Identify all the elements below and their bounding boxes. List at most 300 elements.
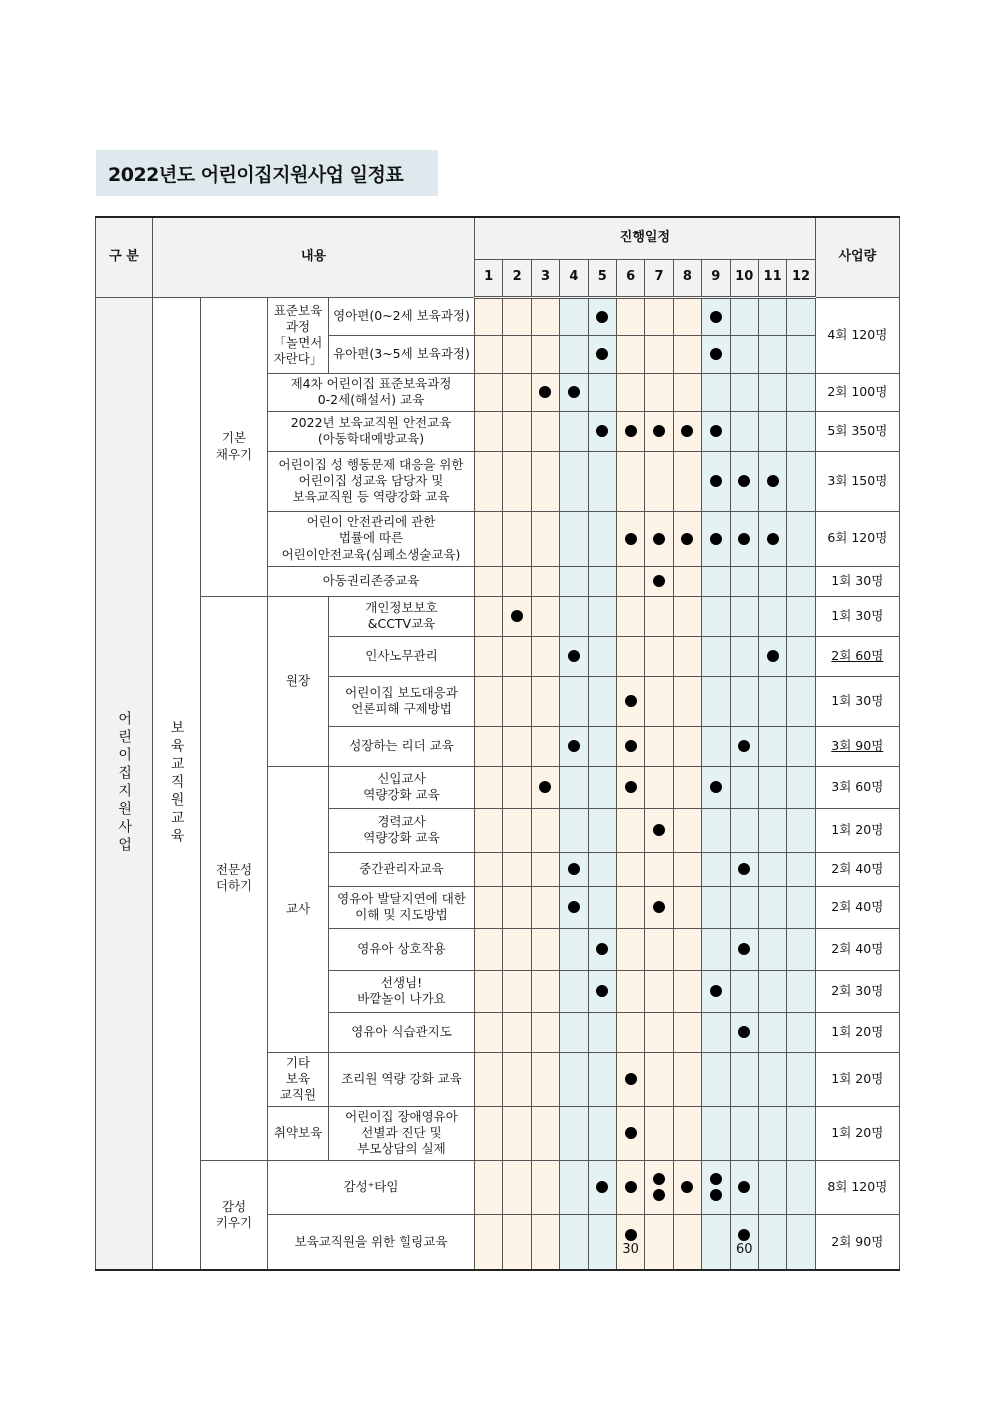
month-cell [645, 451, 673, 511]
quantity-cell [815, 297, 899, 373]
schedule-dot-icon [738, 740, 750, 752]
quantity-cell-text: 3회 150명 [827, 472, 888, 488]
month-cell [730, 636, 758, 676]
item-content [329, 676, 475, 726]
month-cell [560, 766, 588, 808]
month-cell [645, 970, 673, 1012]
schedule-dot-icon [653, 533, 665, 545]
month-cell [673, 511, 701, 566]
month-cell [588, 928, 616, 970]
quantity-cell [815, 566, 899, 596]
month-cell [616, 636, 644, 676]
schedule-dot-icon [681, 533, 693, 545]
month-cell [616, 1052, 644, 1106]
month-cell [616, 373, 644, 411]
month-cell [616, 1214, 644, 1270]
item-content-text: 감성⁺타임 [343, 1178, 399, 1194]
item-content [268, 1160, 475, 1214]
month-cell [588, 1214, 616, 1270]
month-cell [560, 1214, 588, 1270]
month-cell [673, 808, 701, 852]
month-cell [673, 451, 701, 511]
month-cell [730, 373, 758, 411]
schedule-dot-icon [568, 740, 580, 752]
month-cell [787, 852, 816, 886]
month-cell [758, 808, 786, 852]
schedule-dot-icon [710, 348, 722, 360]
month-cell [787, 886, 816, 928]
month-cell [645, 886, 673, 928]
month-cell [730, 566, 758, 596]
schedule-dot-icon [625, 1073, 637, 1085]
month-cell [588, 566, 616, 596]
month-cell [730, 297, 758, 335]
schedule-dot-icon [625, 1127, 637, 1139]
schedule-dot-icon [568, 650, 580, 662]
quantity-cell [815, 1106, 899, 1160]
month-cell [673, 1052, 701, 1106]
month-cell [787, 676, 816, 726]
month-cell [758, 411, 786, 451]
schedule-dot-icon [596, 943, 608, 955]
month-cell [588, 373, 616, 411]
month-cell [702, 297, 730, 335]
month-cell [730, 1052, 758, 1106]
month-cell [787, 511, 816, 566]
subgroup-other-staff-text: 기타 보육 교직원 [279, 1054, 317, 1103]
item-content [329, 1012, 475, 1052]
table-row [96, 596, 900, 636]
schedule-dot-icon [738, 533, 750, 545]
month-cell [645, 928, 673, 970]
month-header: 2 [503, 259, 531, 297]
month-cell [616, 411, 644, 451]
subgroup-director-text: 원장 [285, 672, 311, 688]
month-cell [702, 808, 730, 852]
month-cell [730, 676, 758, 726]
month-cell [560, 676, 588, 726]
month-cell [758, 596, 786, 636]
month-cell [475, 411, 503, 451]
month-cell [702, 886, 730, 928]
schedule-dot-icon [710, 1189, 722, 1201]
month-cell [673, 970, 701, 1012]
month-header: 7 [645, 259, 673, 297]
quantity-cell [815, 1052, 899, 1106]
month-cell [616, 726, 644, 766]
month-cell [787, 808, 816, 852]
month-cell [475, 1160, 503, 1214]
month-cell [503, 886, 531, 928]
month-cell [560, 297, 588, 335]
month-cell [560, 373, 588, 411]
month-cell [588, 1160, 616, 1214]
month-cell [475, 566, 503, 596]
item-content [329, 726, 475, 766]
month-cell [645, 596, 673, 636]
month-cell [588, 726, 616, 766]
month-cell [758, 1160, 786, 1214]
month-cell [588, 852, 616, 886]
month-header: 9 [702, 259, 730, 297]
month-cell [730, 596, 758, 636]
item-content [329, 1106, 475, 1160]
quantity-cell-text: 1회 30명 [831, 572, 884, 588]
month-cell [616, 511, 644, 566]
subgroup-teacher-text: 교사 [285, 900, 311, 916]
item-content-text: 중간관리자교육 [359, 860, 444, 876]
item-content [329, 596, 475, 636]
month-cell [702, 676, 730, 726]
month-cell [560, 566, 588, 596]
month-cell [702, 1214, 730, 1270]
month-cell [503, 1214, 531, 1270]
month-cell [616, 297, 644, 335]
month-cell [702, 451, 730, 511]
quantity-cell-text: 2회 40명 [831, 898, 884, 914]
month-cell [560, 1106, 588, 1160]
item-content-text: 어린이집 장애영유아 선별과 진단 및 부모상담의 실제 [345, 1108, 458, 1157]
month-cell [702, 335, 730, 373]
schedule-dot-icon [653, 1189, 665, 1201]
month-cell [588, 808, 616, 852]
month-cell [758, 726, 786, 766]
month-cell [616, 596, 644, 636]
month-cell [673, 766, 701, 808]
month-cell [475, 1052, 503, 1106]
schedule-dot-icon [625, 425, 637, 437]
schedule-dot-icon [596, 1181, 608, 1193]
item-content-text: 영유아 발달지연에 대한 이해 및 지도방법 [337, 890, 466, 922]
month-cell [702, 1052, 730, 1106]
subgroup-other-staff [268, 1052, 329, 1106]
month-cell [645, 852, 673, 886]
month-cell [787, 373, 816, 411]
category-education-text: 보육교직원교육 [168, 720, 185, 847]
month-header: 5 [588, 259, 616, 297]
item-content-text: 영아편(0~2세 보육과정) [333, 307, 470, 323]
month-cell [560, 970, 588, 1012]
schedule-dot-icon [625, 1229, 637, 1241]
schedule-dot-icon [653, 1173, 665, 1185]
month-cell [560, 726, 588, 766]
month-cell [787, 451, 816, 511]
item-content [329, 808, 475, 852]
item-content [329, 886, 475, 928]
month-cell [645, 297, 673, 335]
month-cell [616, 676, 644, 726]
month-cell [503, 852, 531, 886]
item-content-text: 경력교사 역량강화 교육 [363, 813, 440, 845]
month-cell [588, 970, 616, 1012]
quantity-cell-text: 1회 20명 [831, 1023, 884, 1039]
item-content [268, 566, 475, 596]
month-cell [531, 373, 559, 411]
month-cell [673, 886, 701, 928]
quantity-cell-text: 1회 20명 [831, 821, 884, 837]
month-cell [531, 596, 559, 636]
quantity-cell-text: 4회 120명 [827, 326, 888, 342]
month-cell [730, 808, 758, 852]
month-cell [475, 726, 503, 766]
quantity-cell [815, 596, 899, 636]
quantity-cell [815, 886, 899, 928]
item-content-text: 인사노무관리 [365, 647, 438, 663]
subgroup-vulnerable-text: 취약보육 [273, 1124, 323, 1140]
item-content [268, 373, 475, 411]
month-cell [503, 676, 531, 726]
quantity-cell-text: 2회 40명 [831, 860, 884, 876]
schedule-dot-icon [568, 863, 580, 875]
month-cell [531, 1160, 559, 1214]
month-cell [475, 335, 503, 373]
month-cell [616, 766, 644, 808]
month-cell [645, 566, 673, 596]
schedule-dot-icon [511, 610, 523, 622]
quantity-cell-text: 1회 30명 [831, 692, 884, 708]
quantity-cell [815, 1214, 899, 1270]
schedule-dot-icon [625, 1181, 637, 1193]
month-cell [531, 970, 559, 1012]
group-expert [201, 596, 268, 1160]
item-content-text: 조리원 역량 강화 교육 [341, 1070, 462, 1086]
schedule-dot-icon [625, 781, 637, 793]
month-cell [787, 928, 816, 970]
month-cell [503, 373, 531, 411]
month-cell [475, 636, 503, 676]
month-cell [730, 411, 758, 451]
month-cell [560, 511, 588, 566]
month-cell [475, 808, 503, 852]
quantity-cell-text: 2회 40명 [831, 940, 884, 956]
subgroup-teacher [268, 766, 329, 1052]
item-content-text: 영유아 식습관지도 [351, 1023, 452, 1039]
month-cell [588, 636, 616, 676]
month-cell [531, 726, 559, 766]
month-cell [730, 1214, 758, 1270]
month-cell [645, 1160, 673, 1214]
month-cell [531, 335, 559, 373]
category-education [153, 297, 201, 1270]
item-content-text: 신입교사 역량강화 교육 [363, 770, 440, 802]
month-cell [588, 297, 616, 335]
month-cell [787, 596, 816, 636]
item-content [268, 511, 475, 566]
quantity-cell [815, 852, 899, 886]
month-header: 4 [560, 259, 588, 297]
month-cell [503, 297, 531, 335]
month-cell [503, 566, 531, 596]
schedule-dot-icon [596, 425, 608, 437]
month-cell [531, 928, 559, 970]
month-cell [645, 808, 673, 852]
month-cell [702, 373, 730, 411]
header-schedule: 진행일정 [475, 217, 816, 259]
quantity-cell [815, 928, 899, 970]
month-cell [560, 1052, 588, 1106]
month-cell [787, 766, 816, 808]
item-content-text: 제4차 어린이집 표준보육과정 0-2세(해설서) 교육 [290, 375, 452, 407]
month-cell [616, 928, 644, 970]
month-cell [787, 726, 816, 766]
schedule-dot-icon [653, 901, 665, 913]
month-cell [588, 766, 616, 808]
month-cell [758, 373, 786, 411]
month-cell [503, 511, 531, 566]
quantity-cell [815, 970, 899, 1012]
month-cell [787, 1214, 816, 1270]
month-cell [758, 451, 786, 511]
month-cell [588, 596, 616, 636]
schedule-dot-icon [738, 475, 750, 487]
quantity-cell-text: 2회 100명 [827, 383, 888, 399]
schedule-dot-icon [568, 901, 580, 913]
quantity-cell-text: 1회 20명 [831, 1124, 884, 1140]
schedule-dot-icon [710, 533, 722, 545]
month-cell [503, 726, 531, 766]
month-cell [503, 1052, 531, 1106]
schedule-dot-icon [625, 695, 637, 707]
month-cell [787, 1160, 816, 1214]
group-expert-text: 전문성 더하기 [215, 861, 253, 893]
schedule-dot-icon [681, 425, 693, 437]
table-row [96, 1160, 900, 1214]
month-cell [503, 636, 531, 676]
header-category: 구 분 [96, 217, 153, 297]
participant-count: 60 [735, 1242, 753, 1258]
month-cell [475, 297, 503, 335]
month-cell [673, 411, 701, 451]
month-cell [531, 1012, 559, 1052]
month-cell [588, 1052, 616, 1106]
month-cell [616, 852, 644, 886]
group-emotion-text: 감성 키우기 [215, 1198, 253, 1230]
month-cell [673, 373, 701, 411]
month-cell [673, 566, 701, 596]
month-cell [560, 636, 588, 676]
quantity-cell [815, 1012, 899, 1052]
group-basic [201, 297, 268, 596]
month-cell [588, 886, 616, 928]
month-cell [588, 451, 616, 511]
month-cell [730, 451, 758, 511]
month-cell [730, 886, 758, 928]
group-emotion [201, 1160, 268, 1270]
month-cell [673, 335, 701, 373]
month-cell [730, 1106, 758, 1160]
month-cell [702, 726, 730, 766]
item-content-text: 개인정보보호 &CCTV교육 [365, 599, 438, 631]
month-cell [787, 335, 816, 373]
month-cell [730, 1160, 758, 1214]
quantity-cell [815, 766, 899, 808]
month-cell [531, 808, 559, 852]
month-cell [503, 1012, 531, 1052]
month-cell [616, 1160, 644, 1214]
month-cell [787, 1012, 816, 1052]
month-cell [588, 676, 616, 726]
schedule-dot-icon [596, 311, 608, 323]
month-cell [702, 1106, 730, 1160]
month-cell [673, 852, 701, 886]
group-basic-text: 기본 채우기 [215, 430, 253, 462]
item-content-text: 성장하는 리더 교육 [349, 737, 454, 753]
quantity-cell-text: 2회 60명 [831, 647, 884, 663]
quantity-cell [815, 676, 899, 726]
month-cell [673, 676, 701, 726]
quantity-cell [815, 1160, 899, 1214]
month-cell [702, 511, 730, 566]
month-cell [702, 852, 730, 886]
schedule-dot-icon [767, 533, 779, 545]
month-cell [503, 766, 531, 808]
participant-count: 30 [622, 1242, 639, 1258]
month-cell [475, 766, 503, 808]
schedule-dot-icon [710, 781, 722, 793]
schedule-table [95, 216, 900, 1271]
quantity-cell [815, 373, 899, 411]
quantity-cell-text: 3회 90명 [831, 737, 884, 753]
item-content-text: 어린이집 성 행동문제 대응을 위한 어린이집 성교육 담당자 및 보육교직원 등 역량강화 교육 [278, 456, 464, 505]
month-cell [787, 411, 816, 451]
month-cell [730, 511, 758, 566]
schedule-dot-icon [596, 348, 608, 360]
month-cell [475, 373, 503, 411]
schedule-dot-icon [710, 311, 722, 323]
month-cell [531, 1214, 559, 1270]
schedule-dot-icon [710, 475, 722, 487]
month-cell [673, 1160, 701, 1214]
month-cell [616, 1106, 644, 1160]
month-cell [702, 928, 730, 970]
month-cell [588, 411, 616, 451]
item-content-text: 보육교직원을 위한 힐링교육 [294, 1233, 448, 1249]
quantity-cell-text: 2회 90명 [831, 1233, 884, 1249]
month-cell [616, 1012, 644, 1052]
item-content-text: 유아편(3~5세 보육과정) [333, 345, 470, 361]
month-cell [758, 1106, 786, 1160]
month-cell [673, 596, 701, 636]
month-cell [588, 511, 616, 566]
month-cell [702, 596, 730, 636]
month-cell [730, 726, 758, 766]
month-header: 10 [730, 259, 758, 297]
month-cell [560, 886, 588, 928]
month-cell [588, 335, 616, 373]
month-cell [730, 928, 758, 970]
schedule-dot-icon [653, 824, 665, 836]
month-cell [758, 766, 786, 808]
month-cell [645, 511, 673, 566]
month-cell [616, 335, 644, 373]
month-cell [475, 886, 503, 928]
month-cell [475, 928, 503, 970]
month-cell [758, 1052, 786, 1106]
quantity-cell-text: 2회 30명 [831, 982, 884, 998]
month-cell [787, 1052, 816, 1106]
page-title: 2022년도 어린이집지원사업 일정표 [96, 150, 438, 196]
item-content-text: 아동권리존중교육 [322, 572, 420, 588]
item-content [329, 970, 475, 1012]
month-cell [616, 886, 644, 928]
month-cell [730, 766, 758, 808]
schedule-dot-icon [653, 575, 665, 587]
subgroup-standard [268, 297, 329, 373]
header-quantity: 사업량 [815, 217, 899, 297]
item-content [268, 411, 475, 451]
month-cell [531, 1106, 559, 1160]
month-cell [758, 1012, 786, 1052]
